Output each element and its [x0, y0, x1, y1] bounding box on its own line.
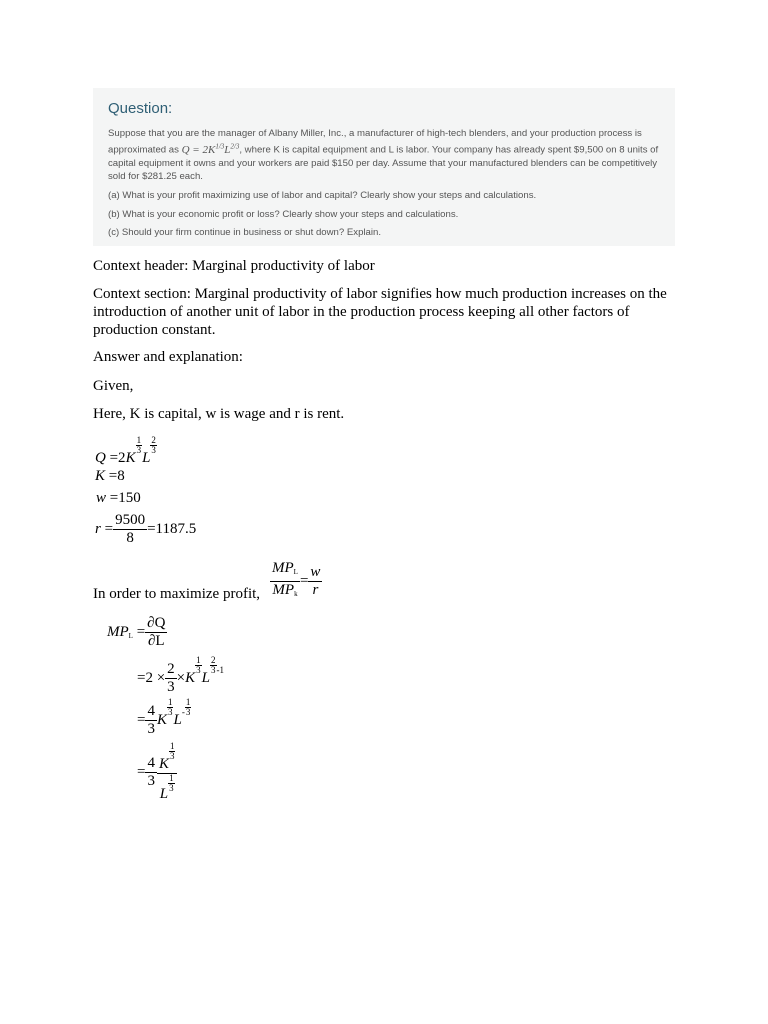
eq-sign: =: [299, 572, 309, 589]
answer-label: Answer and explanation:: [93, 349, 243, 365]
symbol-K: K: [125, 450, 136, 466]
question-part-b: (b) What is your economic profit or loss? Clearly show your steps and calculations.: [108, 208, 459, 220]
exp-two-thirds: $\frac{2}{3}$: [211, 655, 216, 675]
fraction-K-over-L: K $\frac{1}{3}$ L $\frac{1}{3}$: [157, 742, 178, 803]
question-intro: [108, 127, 660, 183]
symbol-w: w: [96, 490, 107, 506]
fraction-w-r: $\frac{w}{r}$: [310, 564, 321, 598]
symbol-K: K: [156, 712, 167, 728]
symbol-L: L: [201, 670, 210, 686]
equation-step-1: [137, 656, 224, 696]
value-wage: =150: [109, 490, 141, 506]
fraction-two-thirds: $\frac{2}{3}$: [167, 661, 175, 696]
step2-prefix: =: [137, 712, 146, 728]
equation-step-2: [137, 698, 191, 738]
question-card: [93, 88, 675, 246]
context-header: Context header: Marginal productivity of labor: [93, 258, 375, 274]
symbol-r: r: [95, 520, 101, 537]
fraction-four-thirds: $\frac{4}{3}$: [147, 755, 155, 789]
fraction-rent: $\frac{9500}{8}$: [115, 512, 146, 546]
question-intro-part2: , where K is capital equipment and L is labor. Your company has already spent $9,500 on 8 units of capital equipment it owns and your workers are paid $150 per day. Assume that your manufactured blenders can be competitively sold for $281.25 each.: [108, 144, 659, 183]
question-part-c: (c) Should your firm continue in business or shut down? Explain.: [108, 227, 382, 239]
exp-two-thirds: $\frac{2}{3}$: [151, 435, 156, 455]
eq-sign: =: [136, 623, 146, 640]
symbol-Q: Q: [95, 450, 106, 466]
equation-mpl-definition: [107, 615, 167, 650]
exp-minus-one: -1: [216, 665, 224, 675]
eq-sign: =: [104, 520, 114, 537]
context-section: Context section: Marginal productivity of labor signifies how much production increases on the introduction of another unit of labor in the production process keeping all other factors of production constant.: [93, 286, 667, 338]
symbol-K: K: [95, 468, 106, 484]
fraction-partial: $\frac{\partial Q}{\partial L}$: [147, 615, 166, 649]
equation-wage: [96, 489, 141, 507]
symbol-L: L: [173, 712, 182, 728]
eq-two: =2: [109, 450, 126, 466]
equation-capital: [95, 467, 125, 485]
equation-rent: [95, 512, 196, 547]
question-formula: $Q = 2K^{1/3}L^{2/3}$: [181, 142, 240, 156]
equation-optimality-condition: [270, 560, 322, 603]
exp-one-third: $\frac{1}{3}$: [167, 697, 173, 717]
exp-one-third: $\frac{1}{3}$: [136, 435, 142, 455]
symbol-MP: MP: [107, 623, 129, 640]
equation-step-3: [137, 742, 177, 803]
question-heading: Question:: [108, 100, 173, 117]
value-capital: =8: [108, 468, 125, 484]
step1-prefix: =2 ×: [137, 670, 166, 686]
given-label: Given,: [93, 378, 134, 394]
question-part-a: (a) What is your profit maximizing use of labor and capital? Clearly show your steps and calculations.: [108, 189, 537, 201]
maximize-text: In order to maximize profit,: [93, 586, 261, 602]
step3-prefix: =: [137, 763, 146, 780]
exp-one-third: $\frac{1}{3}$: [185, 697, 191, 717]
exp-minus: -: [181, 707, 185, 717]
fraction-four-thirds: $\frac{4}{3}$: [147, 703, 155, 738]
exp-one-third: $\frac{1}{3}$: [196, 655, 201, 675]
fraction-mp-ratio: $\frac{MP_L}{MP_k}$: [270, 560, 300, 603]
definitions-text: Here, K is capital, w is wage and r is rent.: [93, 406, 345, 422]
symbol-K: K: [185, 670, 196, 686]
symbol-L: L: [142, 450, 151, 466]
times-sign: ×: [176, 670, 186, 686]
subscript-L: L: [128, 631, 133, 640]
question-intro-part1: Suppose that you are the manager of Albany Miller, Inc., a manufacturer of high-tech blenders, and your production process is approximated as: [108, 128, 642, 156]
value-rent: =1187.5: [147, 520, 197, 537]
equation-production-function: [95, 436, 157, 467]
